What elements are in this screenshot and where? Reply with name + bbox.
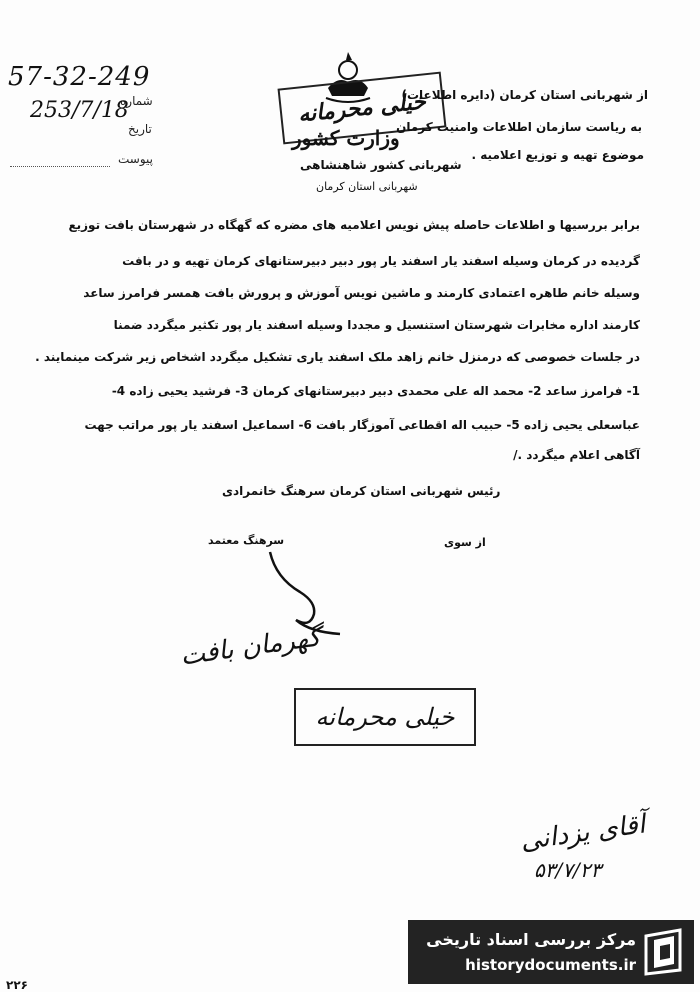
body-line-6: 1- فرامرز ساعد 2- محمد اله علی محمدی دبیر دبیرستانهای کرمان 3- فرشید یحیی زاده 4- <box>111 384 640 398</box>
body-line-1: برابر بررسیها و اطلاعات حاصله پیش نویس اعلامیه های مضره که گهگاه در شهرستان بافت توزیع <box>68 218 640 232</box>
attachment-label: پیوست <box>118 152 153 166</box>
body-line-5: در جلسات خصوصی که درمنزل خانم زاهد ملک اسفند یاری تشکیل میگردد اشخاص زیر شرکت مینمایند . <box>35 350 640 364</box>
signature-title: رئیس شهربانی استان کرمان سرهنگ خانمرادی <box>222 484 501 498</box>
handwritten-note-left: گهرمان بافت <box>178 622 323 672</box>
institution-logo-icon <box>640 926 686 978</box>
body-line-8: آگاهی اعلام میگردد ./ <box>513 448 640 462</box>
reference-number: 57-32-249 <box>8 62 151 92</box>
letterhead-line1: شهربانی کشور شاهنشاهی <box>300 158 462 172</box>
bottom-secret-stamp <box>294 688 476 746</box>
header-subject: موضوع تهیه و توزیع اعلامیه . <box>471 148 644 162</box>
page-number: ۲۲۶ <box>6 978 28 992</box>
number-label: شماره <box>120 94 153 108</box>
header-to: به ریاست سازمان اطلاعات وامنیت کرمان <box>396 120 642 134</box>
top-stamp-text: خیلی محرمانه <box>296 88 428 128</box>
footer-institution: مرکز بررسی اسناد تاریخی <box>426 930 636 949</box>
from-label: از سوی <box>444 536 486 549</box>
body-line-7: عباسعلی یحیی زاده 5- حبیب اله اقطاعی آموزگار بافت 6- اسماعیل اسفند یار پور مراتب جهت <box>84 418 640 432</box>
from-name: سرهنگ معتمد <box>208 534 285 547</box>
attachment-dotline <box>10 166 110 167</box>
date-label: تاریخ <box>128 122 152 136</box>
body-line-2: گردیده در کرمان وسیله اسفند یار اسفند یار پور دبیر دبیرستانهای کرمان تهیه و در بافت <box>122 254 640 268</box>
body-line-4: کارمند اداره مخابرات شهرستان استنسیل و مجددا وسیله اسفند یار پور تکثیر میگردد ضمنا <box>113 318 640 332</box>
handwritten-name: آقای یزدانی <box>518 809 647 857</box>
body-line-3: وسیله خانم طاهره اعتمادی کارمند و ماشین نویس آموزش و پرورش بافت همسر فرامرز ساعد <box>83 286 640 300</box>
letterhead-line2: شهربانی استان کرمان <box>316 180 418 193</box>
header-from: از شهربانی استان کرمان (دایره اطلاعات) <box>401 88 648 102</box>
footer-url: historydocuments.ir <box>465 956 636 974</box>
bottom-stamp-text: خیلی محرمانه <box>315 703 455 731</box>
handwritten-number: ۵۳/۷/۲۳ <box>534 858 602 882</box>
reference-date: 253/7/18 <box>30 98 129 123</box>
ministry-title: وزارت کشور <box>292 126 400 150</box>
